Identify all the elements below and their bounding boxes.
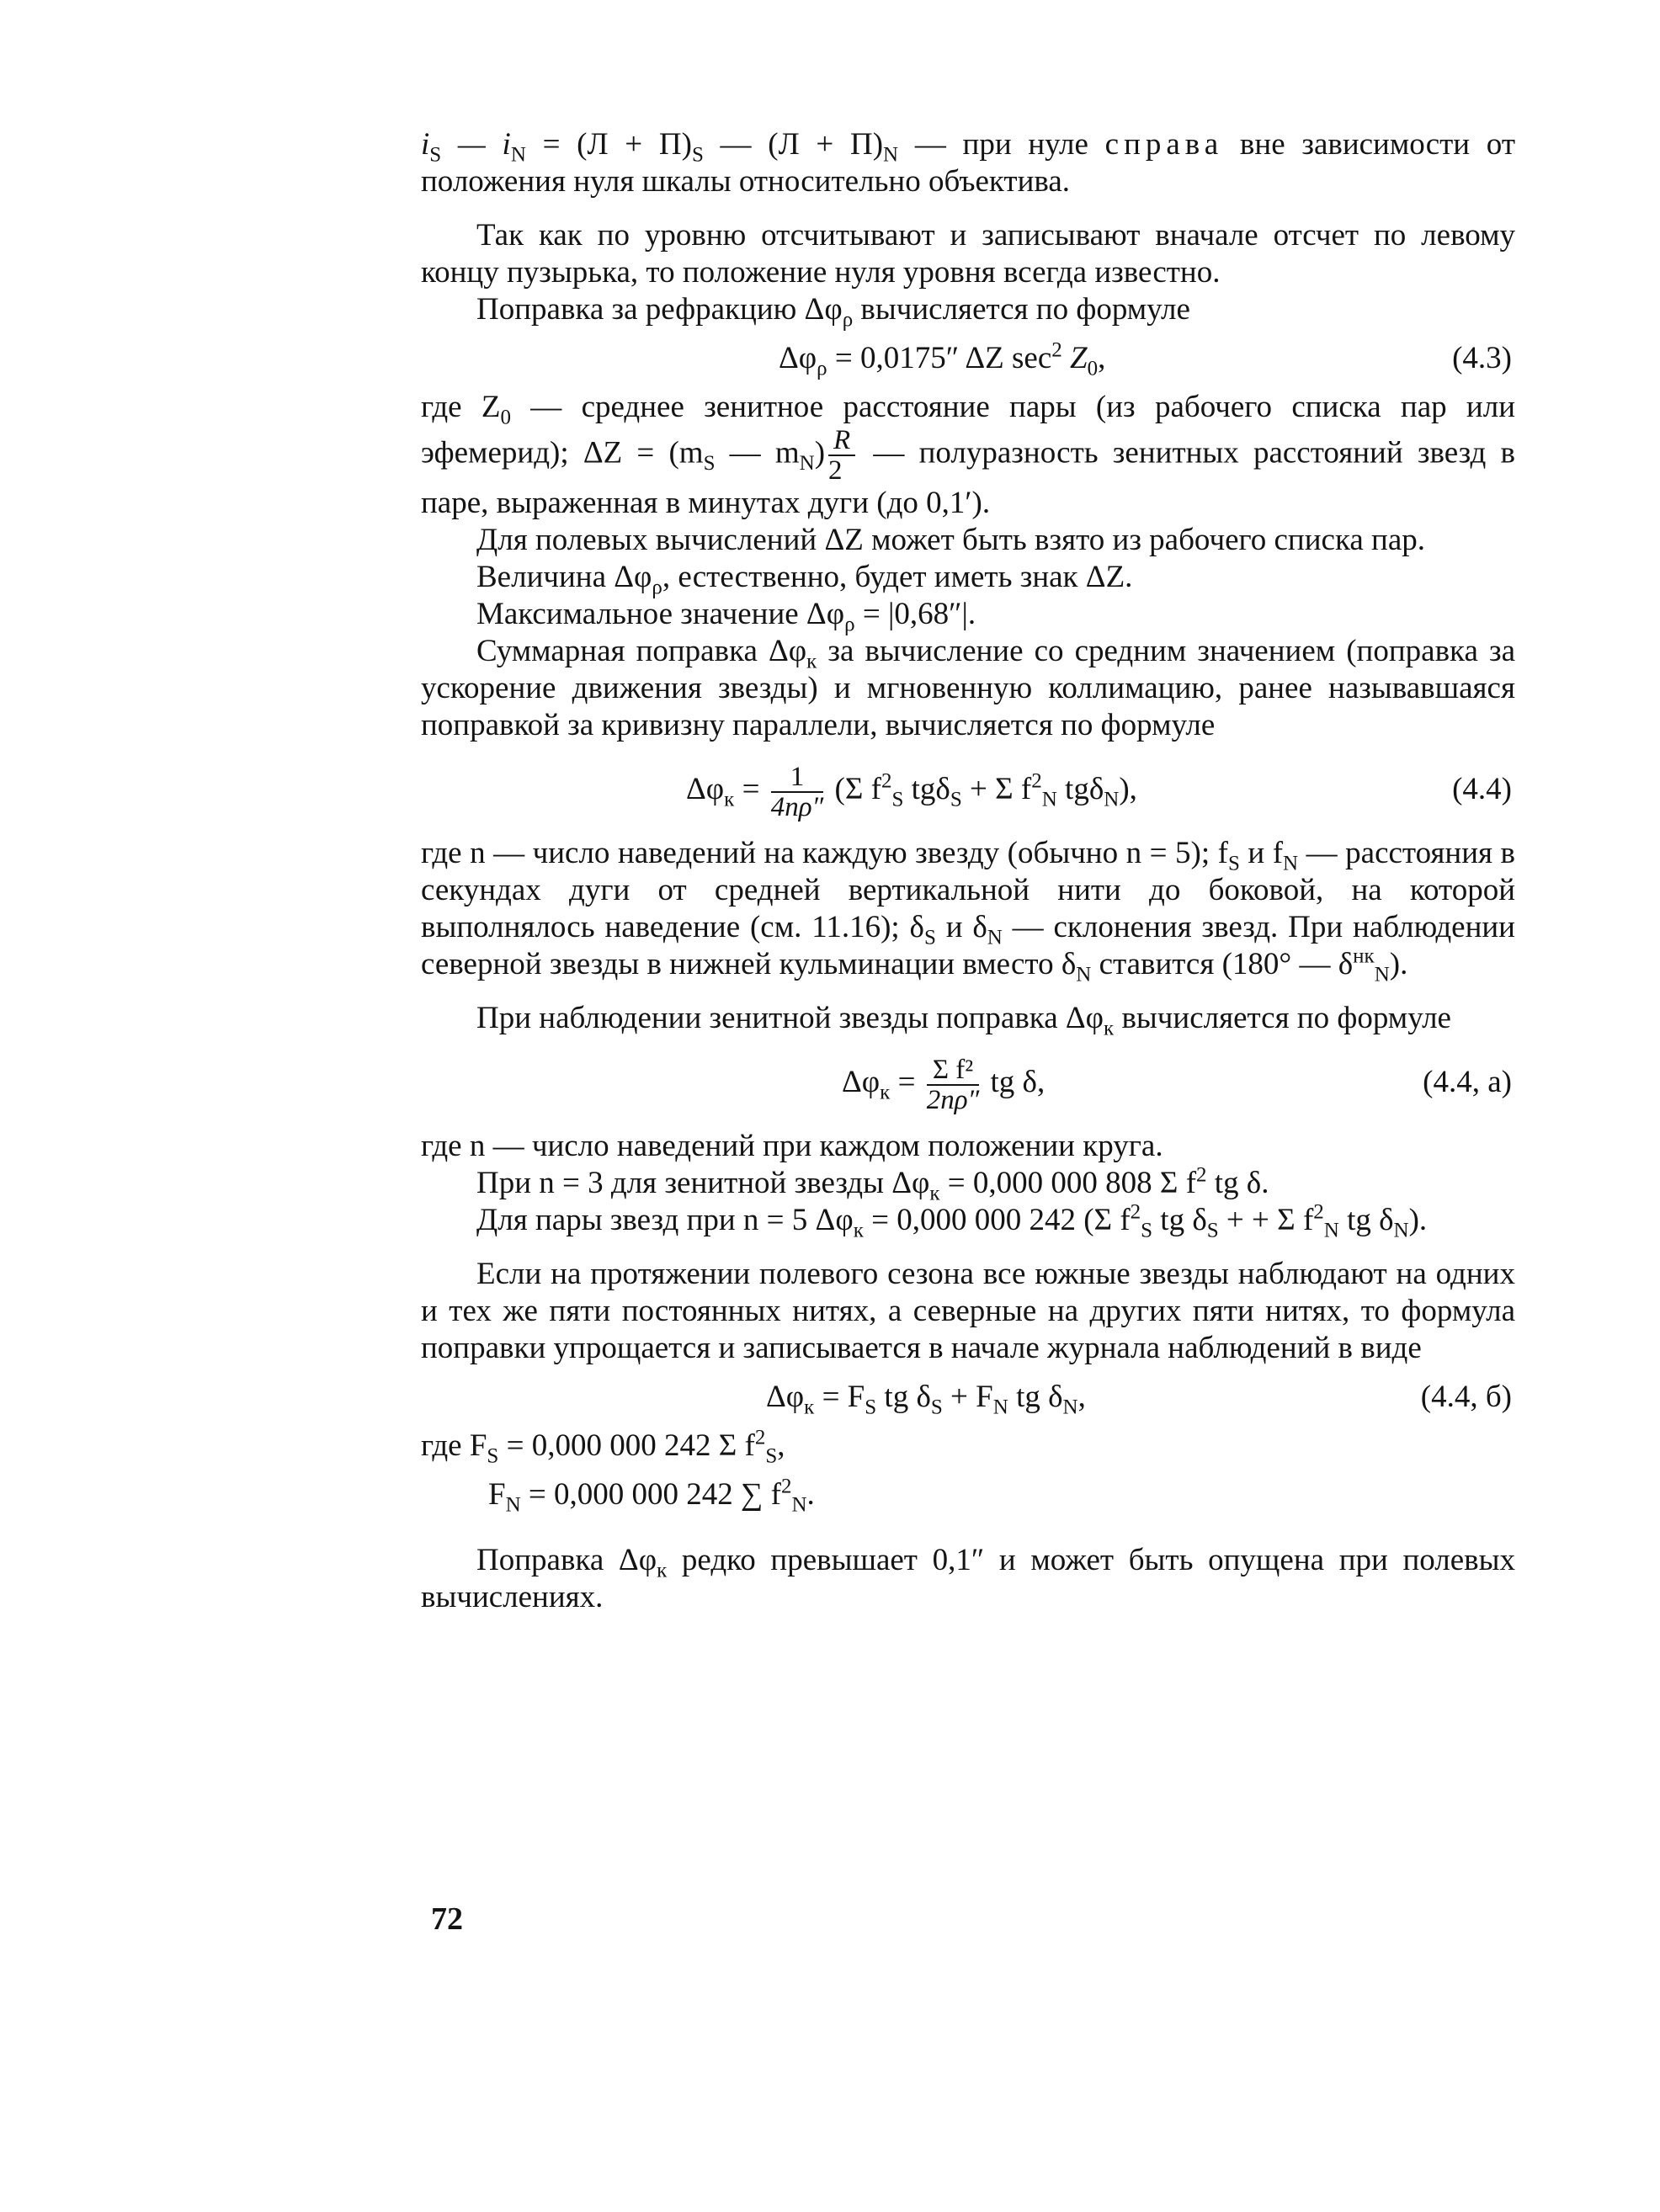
subscript: ρ xyxy=(652,576,662,599)
text-fragment: Z xyxy=(1061,341,1088,375)
text-fragment: за вычисление со средним значением (поправка за ускорение движения звезды) и мгновенную коллимацию, ранее называвшаяся поправкой за кривизну параллели, вычисляется по формуле xyxy=(421,634,1515,742)
text-fragment: — m xyxy=(715,435,800,471)
subscript: S xyxy=(950,788,962,811)
text-fragment: Δφ xyxy=(766,1380,805,1414)
subscript: N xyxy=(791,1493,807,1517)
paragraph-10 xyxy=(421,1000,1515,1040)
text-fragment: tg δ xyxy=(1152,1203,1207,1237)
subscript: N xyxy=(1076,963,1092,986)
text-fragment: = 0,000 000 242 Σ f xyxy=(498,1428,755,1463)
fraction-numerator: R xyxy=(828,426,855,456)
text-fragment: = xyxy=(890,1065,923,1099)
paragraph-14: Если на протяжении полевого сезона все южные звезды наблюдают на одних и тех же пяти постоянных нитях, а северные на других пяти нитях, то формула поправки упрощается и записывается в начале журнала наблюдений в виде xyxy=(421,1257,1515,1365)
text-fragment: = xyxy=(734,772,768,806)
text-fragment: + + Σ f xyxy=(1218,1203,1314,1237)
text-fragment: — при нуле xyxy=(898,127,1105,162)
text-fragment: tgδ xyxy=(1056,772,1104,806)
subscript: к xyxy=(724,788,735,811)
text-fragment: и f xyxy=(1239,836,1284,870)
subscript: N xyxy=(799,451,815,475)
text-fragment: Для пары звезд при n = 5 Δφ xyxy=(476,1203,854,1237)
subscript: к xyxy=(853,1219,864,1242)
subscript: S xyxy=(891,788,904,811)
text-fragment: , xyxy=(1098,341,1106,375)
paragraph-2: Так как по уровню отсчитывают и записывают вначале отсчет по левому концу пузырька, то положение нуля уровня всегда известно. xyxy=(421,218,1515,290)
subscript: S xyxy=(1227,852,1240,875)
subscript: S xyxy=(765,1444,778,1468)
subscript: ρ xyxy=(844,613,855,636)
text-fragment: — полуразность зенитных расстояний звезд в паре, выраженная в минутах дуги (до 0,1′). xyxy=(421,435,1516,520)
fraction xyxy=(828,426,855,485)
subscript: S xyxy=(703,451,716,475)
text-fragment: и δ xyxy=(935,910,987,944)
paragraph-4 xyxy=(421,389,1515,522)
subscript: N xyxy=(1393,1219,1409,1242)
text-fragment: (Σ f xyxy=(827,772,881,806)
equation-4-4a xyxy=(421,1042,1515,1123)
text-fragment: Величина Δφ xyxy=(476,560,652,594)
paragraph-13 xyxy=(421,1200,1515,1242)
text-fragment: F xyxy=(488,1477,506,1512)
text-fragment: , естественно, будет иметь знак ΔZ. xyxy=(662,560,1133,594)
subscript: к xyxy=(1104,1017,1115,1040)
subscript: к xyxy=(929,1182,940,1205)
paragraph-8 xyxy=(421,633,1515,744)
superscript: 2 xyxy=(881,769,892,793)
equation-body xyxy=(779,333,1105,384)
text-fragment: где n — число наведений на каждую звезду (обычно n = 5); f xyxy=(421,836,1228,870)
superscript: 2 xyxy=(1313,1200,1324,1224)
text-fragment: i xyxy=(421,127,430,162)
text-fragment: , xyxy=(777,1428,785,1463)
text-fragment: ) xyxy=(814,435,826,471)
text-fragment: Максимальное значение Δφ xyxy=(476,597,845,631)
fraction xyxy=(927,1055,980,1114)
text-fragment: tg δ, xyxy=(982,1065,1045,1099)
subscript: N xyxy=(1062,1396,1078,1419)
subscript: S xyxy=(487,1444,499,1468)
fraction-denominator: 4nρ″ xyxy=(770,791,824,822)
text-fragment: tg δ xyxy=(876,1380,931,1414)
subscript: N xyxy=(1104,788,1120,811)
paragraph-9 xyxy=(421,835,1516,986)
text-fragment: ). xyxy=(1389,947,1408,981)
paragraph-3 xyxy=(421,291,1515,332)
text-fragment: Δφ xyxy=(686,772,725,806)
fraction-denominator: 2nρ″ xyxy=(926,1084,980,1115)
subscript: N xyxy=(1323,1219,1339,1242)
text-fragment: + F xyxy=(942,1380,993,1414)
superscript: 2 xyxy=(754,1426,766,1449)
text-fragment: = (Л + П) xyxy=(525,127,692,162)
text-fragment: tg δ xyxy=(1338,1203,1394,1237)
text-fragment: = 0,000 000 808 Σ f xyxy=(939,1166,1197,1200)
subscript: 0 xyxy=(1087,357,1099,380)
text-fragment: tg δ. xyxy=(1206,1166,1269,1200)
paragraph-12 xyxy=(421,1163,1515,1205)
subscript: ρ xyxy=(842,308,854,332)
fraction-denominator: 2 xyxy=(828,455,843,486)
paragraph-6 xyxy=(421,559,1515,599)
subscript: N xyxy=(992,1396,1008,1419)
subscript: ρ xyxy=(817,357,827,380)
subscript: N xyxy=(1041,788,1057,811)
subscript: к xyxy=(657,1559,668,1582)
definition-fs xyxy=(421,1426,1515,1468)
fraction-numerator: Σ f² xyxy=(927,1055,980,1086)
subscript: S xyxy=(865,1396,877,1419)
text-fragment: где F xyxy=(421,1428,487,1463)
subscript: N xyxy=(505,1493,521,1517)
text-fragment: где Z xyxy=(421,390,501,424)
text-fragment: — i xyxy=(441,127,511,162)
subscript: N xyxy=(1374,963,1390,986)
subscript: S xyxy=(1141,1219,1153,1242)
subscript: N xyxy=(1283,852,1299,875)
paragraph-5: Для полевых вычислений ΔZ может быть взято из рабочего списка пар. xyxy=(476,523,1426,557)
subscript: S xyxy=(429,143,442,167)
text-fragment: tgδ xyxy=(903,772,950,806)
subscript: к xyxy=(806,650,817,673)
equation-number: (4.4) xyxy=(1452,772,1512,806)
text-fragment: Суммарная поправка Δφ xyxy=(476,634,807,668)
paragraph-15 xyxy=(421,1542,1515,1616)
text-fragment: = 0,0175″ ΔZ sec xyxy=(827,341,1052,375)
text-fragment: = 0,000 000 242 (Σ f xyxy=(863,1203,1131,1237)
subscript: S xyxy=(1206,1219,1219,1242)
text-fragment: При наблюдении зенитной звезды поправка Δφ xyxy=(476,1001,1104,1035)
equation-body xyxy=(842,1042,1045,1123)
text-fragment: вычисляется по формуле xyxy=(853,292,1190,327)
text-fragment: + Σ f xyxy=(961,772,1032,806)
text-fragment: вычисляется по формуле xyxy=(1114,1001,1451,1035)
text-fragment: Поправка Δφ xyxy=(476,1543,657,1577)
page-content xyxy=(421,126,1515,1616)
text-fragment: редко превышает 0,1″ и может быть опущена при полевых вычислениях. xyxy=(421,1543,1515,1614)
superscript: 2 xyxy=(1130,1200,1141,1224)
fraction xyxy=(771,763,824,822)
text-fragment: вне зависимости от положения нуля шкалы относительно объектива. xyxy=(421,127,1515,199)
subscript: S xyxy=(930,1396,943,1419)
text-fragment: tg δ xyxy=(1008,1380,1063,1414)
superscript: 2 xyxy=(1196,1163,1207,1187)
superscript: 2 xyxy=(1051,338,1062,362)
text-fragment: = F xyxy=(814,1380,865,1414)
equation-number: (4.4, б) xyxy=(1420,1380,1512,1414)
subscript: S xyxy=(923,926,936,949)
subscript: N xyxy=(987,926,1003,949)
subscript: N xyxy=(883,143,899,167)
superscript: 2 xyxy=(780,1475,792,1498)
text-fragment: Δφ xyxy=(779,341,817,375)
subscript: к xyxy=(804,1396,815,1419)
text-fragment: — среднее зенитное расстояние пары (из рабочего списка пар или эфемерид); ΔZ = (m xyxy=(421,390,1515,471)
equation-body xyxy=(766,1372,1086,1422)
equation-4-4b xyxy=(421,1372,1515,1422)
equation-4-3 xyxy=(421,333,1515,384)
text-fragment: ставится (180° — δ xyxy=(1091,947,1354,981)
text-fragment: . xyxy=(806,1477,815,1512)
equation-number: (4.4, a) xyxy=(1423,1065,1512,1099)
equation-number: (4.3) xyxy=(1452,341,1512,375)
text-fragment: , xyxy=(1077,1380,1086,1414)
superscript: 2 xyxy=(1031,769,1042,793)
text-fragment: Δφ xyxy=(842,1065,881,1099)
text-fragment: Поправка за рефракцию Δφ xyxy=(476,292,843,327)
paragraph-7 xyxy=(421,596,1515,636)
text-fragment: ), xyxy=(1119,772,1137,806)
equation-4-4 xyxy=(421,749,1515,830)
page-number: 72 xyxy=(431,1901,463,1937)
text-fragment: = |0,68″|. xyxy=(854,597,976,631)
text-fragment: = 0,000 000 242 ∑ f xyxy=(520,1477,781,1512)
subscript: S xyxy=(691,143,704,167)
text-fragment: — склонения звезд. При наблюдении северной звезды в нижней кульминации вместо δ xyxy=(421,910,1515,981)
text-fragment: — (Л + П) xyxy=(703,127,884,162)
fraction-numerator: 1 xyxy=(771,763,824,793)
paragraph-11: где n — число наведений при каждом положении круга. xyxy=(421,1129,1163,1163)
text-fragment: ). xyxy=(1408,1203,1428,1237)
definition-fn xyxy=(421,1475,1515,1517)
subscript: 0 xyxy=(500,406,511,429)
paragraph-1 xyxy=(421,126,1515,200)
subscript: N xyxy=(510,143,526,167)
subscript: к xyxy=(880,1081,891,1104)
spaced-word: справа xyxy=(1104,127,1224,162)
text-fragment: При n = 3 для зенитной звезды Δφ xyxy=(476,1166,930,1200)
equation-body xyxy=(686,749,1137,830)
text-fragment: — расстояния в секундах дуги от средней вертикальной нити до боковой, на которой выполнялось наведение (см. 11.16); δ xyxy=(421,836,1516,944)
superscript: нк xyxy=(1353,944,1375,968)
